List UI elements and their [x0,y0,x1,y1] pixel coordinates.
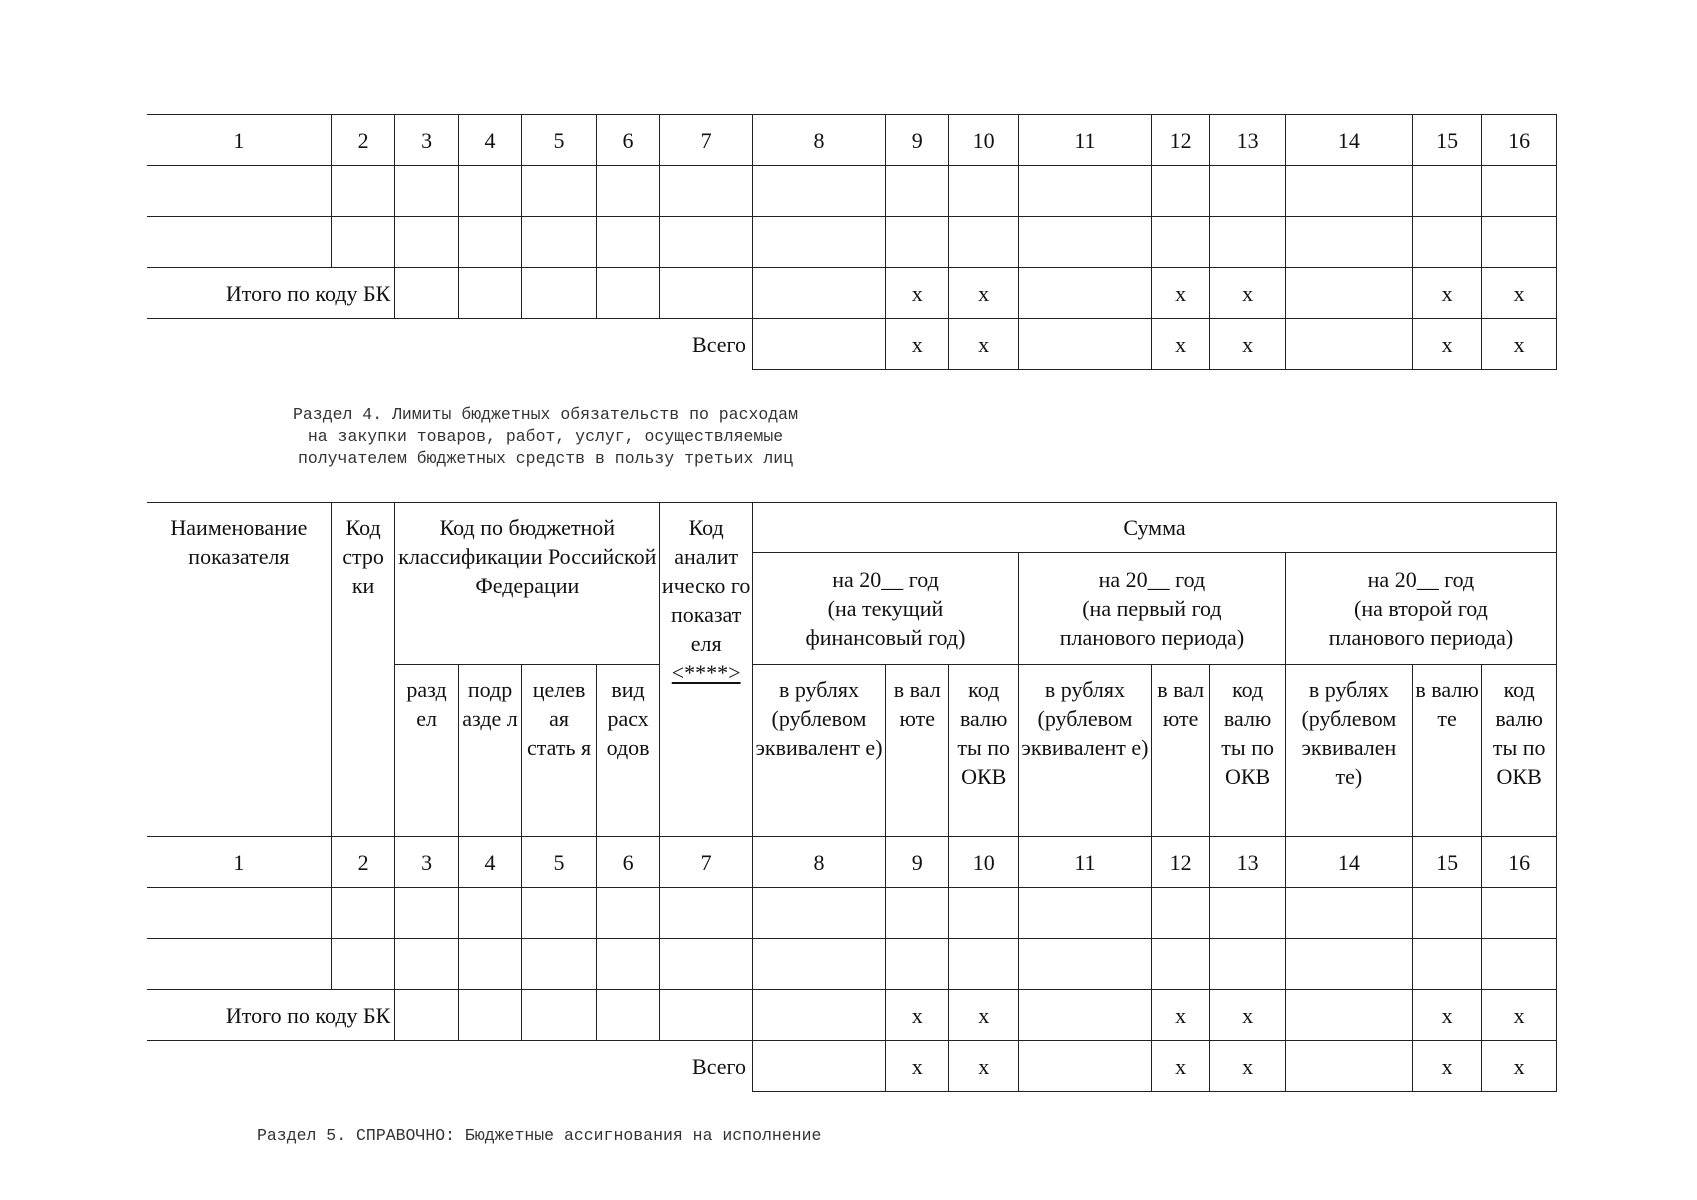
x-mark: x [949,990,1019,1041]
grand-total-row [147,1041,1557,1092]
section4-table [147,502,1557,1092]
currency-first-header: в вал юте [1151,665,1209,837]
x-mark: x [1412,990,1482,1041]
x-mark: x [1151,268,1209,319]
x-mark: x [1482,1041,1557,1092]
x-mark: x [1210,990,1286,1041]
table-row [147,166,1557,217]
currency-current-header: в вал юте [885,665,948,837]
row-code-header: Код стро ки [331,503,394,837]
table-row [147,888,1557,939]
col-num-2: 2 [331,837,394,888]
x-mark: x [1210,1041,1286,1092]
year-second-header: на 20__ год (на второй год планового периода) [1285,553,1556,665]
col-num-1: 1 [147,115,331,166]
target-item-header: целев ая стать я [522,665,597,837]
x-mark: x [1210,319,1286,370]
x-mark: x [949,1041,1019,1092]
analytic-code-footnote-ref: <****> [671,660,741,685]
okv-first-header: код валю ты по ОКВ [1210,665,1286,837]
col-num-15: 15 [1412,837,1482,888]
header-row-1 [147,503,1557,553]
section4-title: Раздел 4. Лимиты бюджетных обязательств по расходам на закупки товаров, работ, услуг, осуществляемые получателем бюджетных средств в пользу третьих лиц [293,405,798,468]
col-num-4: 4 [458,837,521,888]
rubles-second-header: в рублях (рублевом эквивален те) [1285,665,1412,837]
col-num-5: 5 [522,115,597,166]
col-num-9: 9 [885,837,948,888]
col-num-10: 10 [949,837,1019,888]
okv-second-header: код валю ты по ОКВ [1482,665,1557,837]
column-number-row [147,115,1557,166]
rubles-current-header: в рублях (рублевом эквивалент е) [753,665,886,837]
table-row [147,939,1557,990]
x-mark: x [1210,268,1286,319]
col-num-13: 13 [1210,115,1286,166]
sum-header: Сумма [753,503,1557,553]
x-mark: x [1482,319,1557,370]
col-num-12: 12 [1151,837,1209,888]
col-num-7: 7 [660,115,753,166]
col-num-12: 12 [1151,115,1209,166]
grand-total-label: Всего [147,319,752,370]
x-mark: x [1151,990,1209,1041]
indicator-name-header: Наименование показателя [147,503,331,837]
year-current-header: на 20__ год (на текущий финансовый год) [753,553,1019,665]
section-header: разд ел [395,665,458,837]
rubles-first-header: в рублях (рублевом эквивалент е) [1018,665,1151,837]
total-by-bk-row [147,268,1557,319]
x-mark: x [1482,268,1557,319]
col-num-2: 2 [331,115,394,166]
col-num-16: 16 [1482,837,1557,888]
col-num-1: 1 [147,837,331,888]
x-mark: x [885,1041,948,1092]
section5-title: Раздел 5. СПРАВОЧНО: Бюджетные ассигнования на исполнение [257,1126,822,1145]
col-num-8: 8 [752,115,885,166]
okv-current-header: код валю ты по ОКВ [949,665,1019,837]
currency-second-header: в валю те [1412,665,1482,837]
x-mark: x [1412,1041,1482,1092]
total-by-bk-label: Итого по коду БК [147,990,395,1041]
subsection-header: подр азде л [458,665,521,837]
grand-total-label: Всего [147,1041,753,1092]
x-mark: x [1482,990,1557,1041]
x-mark: x [885,319,948,370]
col-num-11: 11 [1018,115,1151,166]
total-by-bk-row [147,990,1557,1041]
col-num-14: 14 [1285,837,1412,888]
col-num-3: 3 [395,115,458,166]
col-num-5: 5 [522,837,597,888]
x-mark: x [949,268,1019,319]
col-num-3: 3 [395,837,458,888]
col-num-13: 13 [1210,837,1286,888]
x-mark: x [1412,319,1482,370]
col-num-6: 6 [596,115,659,166]
col-num-9: 9 [885,115,948,166]
analytic-code-header [660,503,753,837]
x-mark: x [1412,268,1482,319]
col-num-7: 7 [660,837,753,888]
budget-class-code-header: Код по бюджетной классификации Российской Федерации [395,503,660,665]
col-num-16: 16 [1482,115,1557,166]
col-num-4: 4 [458,115,521,166]
col-num-6: 6 [596,837,660,888]
x-mark: x [1151,319,1209,370]
grand-total-row [147,319,1557,370]
col-num-15: 15 [1412,115,1482,166]
total-by-bk-label: Итого по коду БК [147,268,395,319]
analytic-code-label: Код аналит ическо го показат еля [661,515,751,656]
col-num-11: 11 [1018,837,1151,888]
expense-type-header: вид расх одов [596,665,660,837]
table-row [147,217,1557,268]
x-mark: x [1151,1041,1209,1092]
year-first-header: на 20__ год (на первый год планового периода) [1018,553,1285,665]
x-mark: x [885,990,948,1041]
x-mark: x [885,268,948,319]
column-number-row [147,837,1557,888]
col-num-14: 14 [1285,115,1412,166]
col-num-8: 8 [753,837,886,888]
x-mark: x [949,319,1019,370]
col-num-10: 10 [949,115,1019,166]
section3-continuation-table [147,114,1557,370]
